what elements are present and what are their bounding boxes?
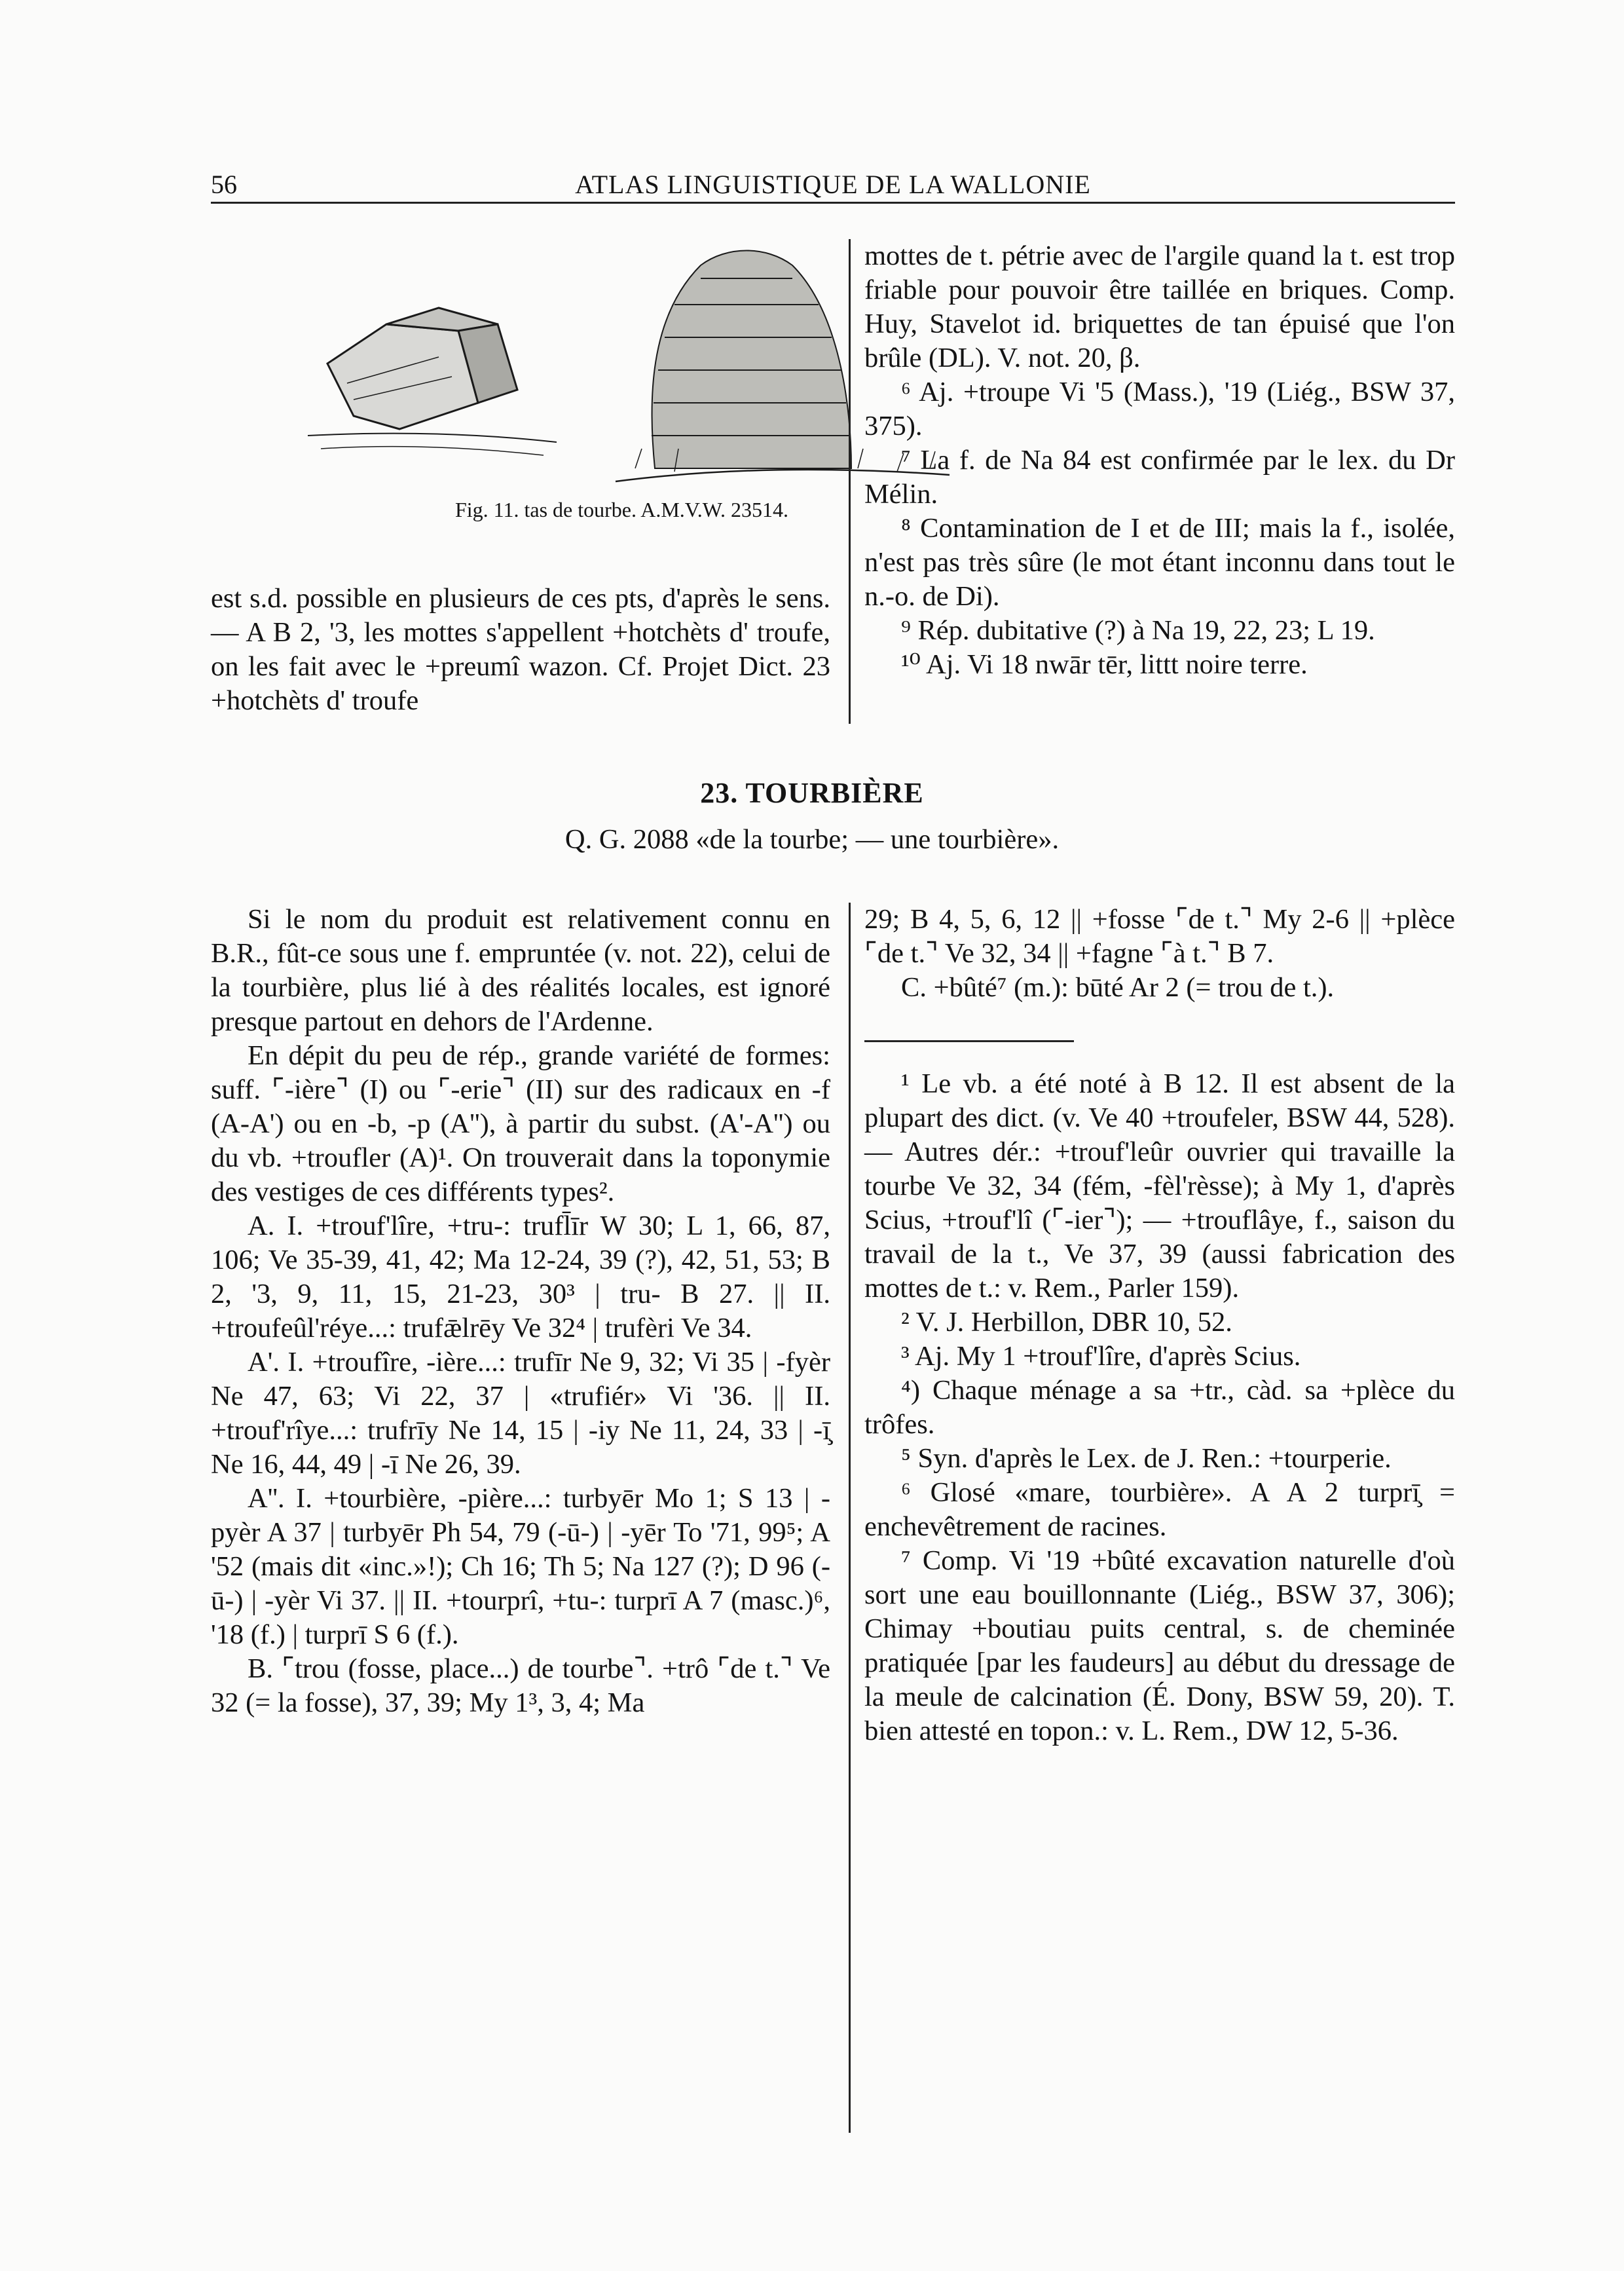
top-left-paragraph: est s.d. possible en plusieurs de ces pts, d'après le sens. — A B 2, '3, les mottes s'appellent +hotchèts d' troufe, on les fait avec le +preumî wazon. Cf. Projet Dict. 23 +hotchèts d' troufe <box>211 583 830 716</box>
body-paragraph: A'. I. +troufîre, -ière...: trufīr Ne 9, 32; Vi 35 | -fyèr Ne 47, 63; Vi 22, 37 | «trufiér» Vi '36. || II. +trouf'rîye...: trufrīy Ne 14, 15 | -iy Ne 11, 24, 33 | -ī̧ Ne 16, 44, 49 | -ī Ne 26, 39. <box>211 1347 830 1480</box>
body-paragraph: B. ⌜trou (fosse, place...) de tourbe⌝. +trô ⌜de t.⌝ Ve 32 (= la fosse), 37, 39; My 1³, 3, 4; Ma <box>211 1653 830 1718</box>
figure-caption: Fig. 11. tas de tourbe. A.M.V.W. 23514. <box>454 498 789 521</box>
footnote-6: ⁶ Aj. +troupe Vi '5 (Mass.), '19 (Liég., BSW 37, 375). <box>864 377 1455 441</box>
footnote-7: ⁷ La f. de Na 84 est confirmée par le lex. du Dr Mélin. <box>864 445 1455 510</box>
footnote-9: ⁹ Rép. dubitative (?) à Na 19, 22, 23; L 19. <box>901 615 1375 646</box>
footnote-8: ⁸ Contamination de I et de III; mais la f., isolée, n'est pas très sûre (le mot étant inconnu dans tout le n.-o. de Di). <box>864 513 1455 612</box>
footnote-rule <box>864 1040 1074 1042</box>
top-right-paragraph: mottes de t. pétrie avec de l'argile quand la t. est trop friable pour pouvoir être taillée en briques. Comp. Huy, Stavelot id. briquettes de tan épuisé que l'on brûle (DL). V. not. 20, β. <box>864 240 1455 373</box>
body-paragraph: A''. I. +tourbière, -pière...: turbyēr Mo 1; S 13 | -pyèr A 37 | turbyēr Ph 54, 79 (-ū-) | -yēr To '71, 99⁵; A '52 (mais dit «inc.»!); Ch 16; Th 5; Na 127 (?); D 96 (-ū-) | -yèr Vi 37. || II. +tourprî, +tu-: turprī A 7 (masc.)⁶, '18 (f.) | turprī S 6 (f.). <box>211 1483 830 1650</box>
running-title: ATLAS LINGUISTIQUE DE LA WALLONIE <box>575 170 1091 199</box>
body-paragraph: En dépit du peu de rép., grande variété de formes: suff. ⌜-ière⌝ (I) ou ⌜-erie⌝ (II) sur des radicaux en -f (A-A') ou en -b, -p (A''), à partir du subst. (A'-A'') ou du vb. +troufler (A)¹. On trouverait dans la toponymie des vestiges de ces différents types². <box>211 1040 830 1207</box>
top-left-column <box>211 582 830 718</box>
footnote-3: ³ Aj. My 1 +trouf'lîre, d'après Scius. <box>901 1341 1301 1372</box>
section-subtitle: Q. G. 2088 «de la tourbe; — une tourbière». <box>564 824 1060 855</box>
body-paragraph: Si le nom du produit est relativement connu en B.R., fût-ce sous une f. empruntée (v. not. 22), celui de la tourbière, plus lié à des réalités locales, est ignoré presque partout en dehors de l'Ardenne. <box>211 904 830 1037</box>
body-paragraph: 29; B 4, 5, 6, 12 || +fosse ⌜de t.⌝ My 2-6 || +plèce ⌜de t.⌝ Ve 32, 34 || +fagne ⌜à t.⌝ B 7. <box>864 904 1455 969</box>
bottom-left-column <box>211 903 830 1720</box>
footnote-4: ⁴) Chaque ménage a sa +tr., càd. sa +plèce du trôfes. <box>864 1375 1455 1440</box>
footnote-6-bottom: ⁶ Glosé «mare, tourbière». A A 2 turprī̧ = enchevêtrement de racines. <box>864 1477 1455 1542</box>
section-title: 23. TOURBIÈRE <box>700 777 924 809</box>
column-divider-bottom <box>849 903 851 2133</box>
column-divider-top <box>849 239 851 724</box>
top-right-column <box>864 239 1455 682</box>
footnote-2: ² V. J. Herbillon, DBR 10, 52. <box>901 1307 1232 1338</box>
page-number: 56 <box>211 170 237 199</box>
body-paragraph: C. +bûté⁷ (m.): būté Ar 2 (= trou de t.). <box>901 972 1335 1003</box>
footnote-5: ⁵ Syn. d'après le Lex. de J. Ren.: +tourperie. <box>901 1443 1392 1474</box>
body-paragraph: A. I. +trouf'lîre, +tru-: trufl̄īr W 30; L 1, 66, 87, 106; Ve 35-39, 41, 42; Ma 12-24, 39 (?), 42, 51, 53; B 2, '3, 9, 11, 15, 21-23, 30³ | tru- B 27. || II. +troufeûl'réye...: trufǣlrēy Ve 32⁴ | trufèri Ve 34. <box>211 1211 830 1343</box>
bottom-right-column <box>864 903 1455 1748</box>
footnote-1: ¹ Le vb. a été noté à B 12. Il est absent de la plupart des dict. (v. Ve 40 +troufeler, BSW 44, 528). — Autres dér.: +trouf'leûr ouvrier qui travaille la tourbe Ve 32, 34 (fém, -fèl'rèsse); à My 1, d'après Scius, +trouf'lî (⌜-ier⌝); — +trouflâye, f., saison du travail de la t., Ve 37, 39 (aussi fabrication des mottes de t.: v. Rem., Parler 159). <box>864 1068 1455 1304</box>
footnote-7-bottom: ⁷ Comp. Vi '19 +bûté excavation naturelle d'où sort une eau bouillonnante (Liég., BSW 37, 306); Chimay +boutiau puits central, s. de cheminée pratiquée [par les faudeurs] au début du dressage de la meule de calcination (É. Dony, BSW 59, 20). T. bien attesté en topon.: v. L. Rem., DW 12, 5-36. <box>864 1545 1455 1746</box>
footnote-10: ¹⁰ Aj. Vi 18 nwār tēr, littt noire terre. <box>901 649 1308 680</box>
peat-blocks-drawing <box>308 308 557 455</box>
page-header <box>211 169 1455 204</box>
